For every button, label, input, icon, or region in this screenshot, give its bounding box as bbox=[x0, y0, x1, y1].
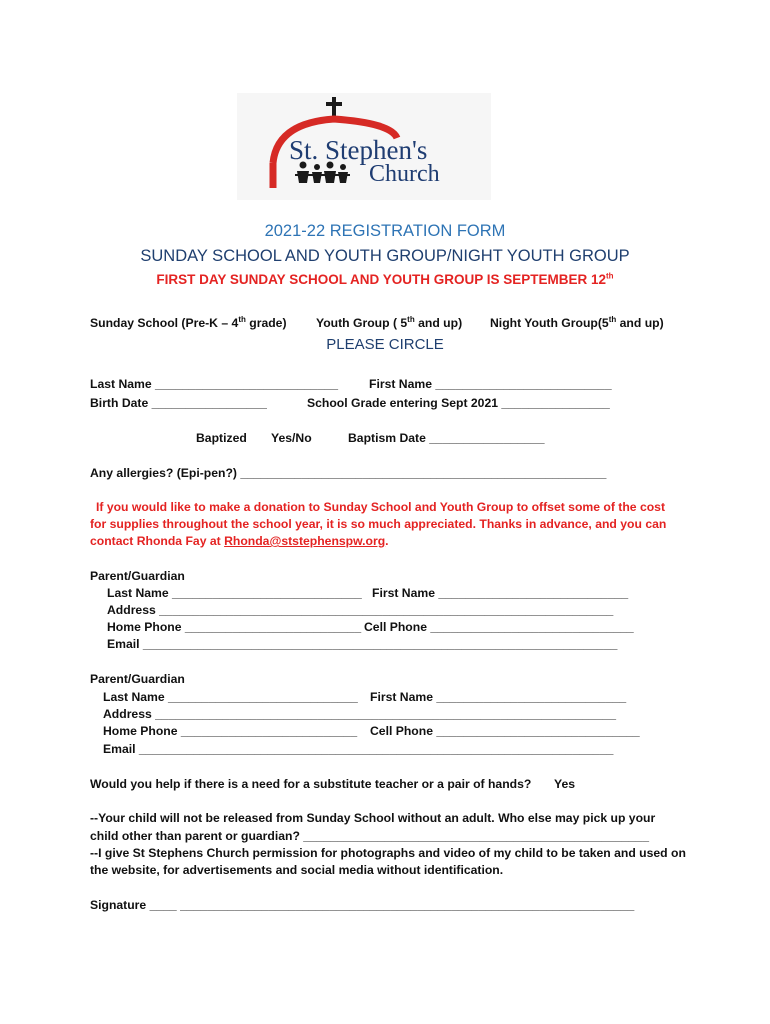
allergies-field[interactable]: Any allergies? (Epi-pen?) ______________________________________________________ bbox=[90, 466, 607, 480]
guardian2-address-field[interactable]: Address ____________________________________________________________________ bbox=[103, 707, 617, 721]
donation-line-3-prefix: contact Rhonda Fay at bbox=[90, 534, 225, 548]
option-sunday-school-label: Sunday School (Pre-K – 4 bbox=[90, 316, 239, 330]
guardian1-cell-phone-field[interactable]: Cell Phone ______________________________ bbox=[364, 620, 634, 634]
guardian1-heading: Parent/Guardian bbox=[90, 569, 185, 583]
church-logo bbox=[237, 93, 491, 200]
option-sunday-school-sup: th bbox=[238, 314, 246, 324]
baptism-date-field[interactable]: Baptism Date _________________ bbox=[348, 431, 545, 445]
first-day-notice bbox=[0, 272, 770, 287]
option-youth-group-sup: th bbox=[407, 314, 415, 324]
option-youth-group-label: Youth Group ( 5 bbox=[316, 316, 408, 330]
guardian1-last-name-field[interactable]: Last Name ____________________________ bbox=[107, 586, 362, 600]
child-first-name-field[interactable]: First Name __________________________ bbox=[369, 377, 612, 391]
release-line-1: --Your child will not be released from Sunday School without an adult. Who else may pick up your bbox=[90, 811, 656, 825]
guardian2-home-phone-field[interactable]: Home Phone __________________________ bbox=[103, 724, 358, 738]
logo-name-line1: St. Stephen's bbox=[289, 135, 428, 165]
guardian1-home-phone-field[interactable]: Home Phone __________________________ bbox=[107, 620, 362, 634]
donation-line-1: If you would like to make a donation to Sunday School and Youth Group to offset some of the cost bbox=[96, 500, 666, 514]
option-night-youth-sup: th bbox=[608, 314, 617, 324]
option-night-youth[interactable] bbox=[490, 316, 664, 330]
option-youth-group[interactable] bbox=[316, 316, 462, 330]
guardian1-address-field[interactable]: Address ___________________________________________________________________ bbox=[107, 603, 614, 617]
first-day-sup: th bbox=[606, 271, 614, 281]
guardian1-email-field[interactable]: Email ______________________________________________________________________ bbox=[107, 637, 618, 651]
release-line-2[interactable]: child other than parent or guardian? ___________________________________________________ bbox=[90, 829, 649, 843]
logo-name-line2: Church bbox=[369, 161, 440, 187]
guardian2-cell-phone-field[interactable]: Cell Phone ______________________________ bbox=[370, 724, 640, 738]
baptized-yes-no[interactable]: Yes/No bbox=[271, 431, 312, 445]
option-sunday-school[interactable] bbox=[90, 316, 287, 330]
baptized-label: Baptized bbox=[196, 431, 247, 445]
birth-date-field[interactable]: Birth Date _________________ bbox=[90, 396, 267, 410]
please-circle: PLEASE CIRCLE bbox=[326, 336, 444, 353]
first-day-text: FIRST DAY SUNDAY SCHOOL AND YOUTH GROUP IS SEPTEMBER 12 bbox=[156, 272, 607, 287]
guardian2-heading: Parent/Guardian bbox=[90, 672, 185, 686]
guardian1-first-name-field[interactable]: First Name ____________________________ bbox=[372, 586, 629, 600]
release-line-3: --I give St Stephens Church permission for photographs and video of my child to be taken and used on bbox=[90, 846, 686, 860]
donation-line-3 bbox=[90, 534, 389, 548]
donation-line-3-suffix: . bbox=[385, 534, 389, 548]
guardian2-first-name-field[interactable]: First Name ____________________________ bbox=[370, 690, 627, 704]
option-sunday-school-tail: grade) bbox=[245, 316, 287, 330]
guardian2-email-field[interactable]: Email ______________________________________________________________________ bbox=[103, 742, 614, 756]
help-question: Would you help if there is a need for a substitute teacher or a pair of hands? bbox=[90, 777, 532, 791]
child-last-name-field[interactable]: Last Name ___________________________ bbox=[90, 377, 339, 391]
guardian2-last-name-field[interactable]: Last Name ____________________________ bbox=[103, 690, 358, 704]
school-grade-field[interactable]: School Grade entering Sept 2021 ________________ bbox=[307, 396, 610, 410]
option-night-youth-tail: and up) bbox=[616, 316, 664, 330]
donation-line-2: for supplies throughout the school year, it is so much appreciated. Thanks in advance, and you can bbox=[90, 517, 667, 531]
donation-email-link[interactable]: Rhonda@ststephenspw.org bbox=[224, 534, 386, 548]
release-line-4: the website, for advertisements and social media without identification. bbox=[90, 863, 504, 877]
option-youth-group-tail: and up) bbox=[414, 316, 463, 330]
program-title: SUNDAY SCHOOL AND YOUTH GROUP/NIGHT YOUTH GROUP bbox=[140, 247, 630, 265]
form-title: 2021-22 REGISTRATION FORM bbox=[264, 222, 506, 240]
help-answer-yes[interactable]: Yes bbox=[554, 777, 576, 791]
option-night-youth-label: Night Youth Group(5 bbox=[490, 316, 609, 330]
signature-field[interactable]: Signature ____ ___________________________________________________________________ bbox=[90, 898, 635, 912]
